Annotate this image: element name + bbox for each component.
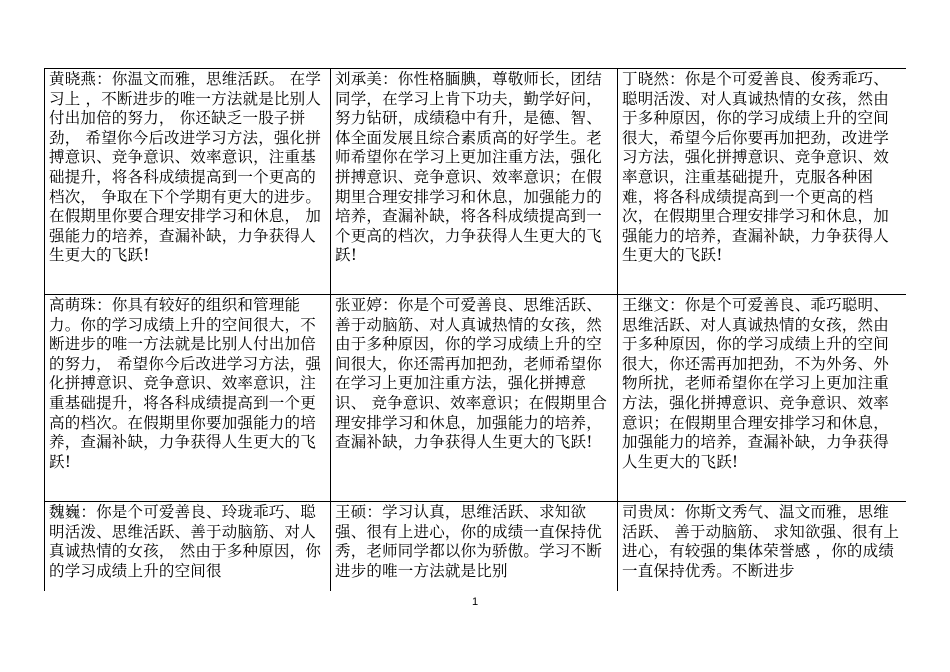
- comment-cell: [45, 69, 331, 295]
- comment-text: 你具有较好的组织和管理能力。你的学习成绩上升的空间很大，不断进步的唯一方法就是比别人付出加倍的努力， 希望你今后改进学习方法，强化拼搏意识、竞争意识、效率意识，注重基础提升，将各科成绩提高到一个更高的档次。在假期里你要加强能力的培养，查漏补缺，力争获得人生更大的飞跃!: [49, 296, 322, 471]
- comment-cell: [618, 502, 907, 592]
- comment-cell: [331, 69, 618, 295]
- student-name: 刘承美: [335, 70, 383, 88]
- page-number: 1: [471, 596, 479, 608]
- name-separator: ：: [669, 70, 685, 88]
- comment-text: 你是个可爱善良、乖巧聪明、思维活跃、对人真诚热情的女孩，然由于多种原因，你的学习成绩上升的空间很大，你还需再加把劲，不为外务、外物所扰，老师希望你在学习上更加注重方法，强化拼搏意识、竞争意识、效率意识；在假期里合理安排学习和休息，加强能力的培养，查漏补缺，力争获得人生更大的飞跃!: [622, 296, 889, 471]
- student-name: 魏巍: [49, 503, 81, 521]
- comment-cell: [331, 295, 618, 502]
- comment-text: 你是个可爱善良、思维活跃、善于动脑筋、对人真诚热情的女孩，然由于多种原因，你的学习成绩上升的空间很大，你还需再加把劲，老师希望你在学习上更加注重方法，强化拼搏意识、 竞争意识、效率意识；在假期里合理安排学习和休息，加强能力的培养，查漏补缺，力争获得人生更大的飞跃!: [335, 296, 608, 452]
- name-separator: ：: [96, 70, 112, 88]
- comment-text: 你温文而雅，思维活跃。 在学习上 ，不断进步的唯一方法就是比别人付出加倍的努力， 你还缺乏一股子拼劲， 希望你今后改进学习方法，强化拼搏意识、竞争意识、效率意识，注重基础提升，将各科成绩提高到一个更高的档次， 争取在下个学期有更大的进步。 在假期里你要合理安排学习和休息， 加强能力的培养，查漏补缺，力争获得人生更大的飞跃!: [49, 70, 322, 265]
- comment-cell: [618, 69, 907, 295]
- comment-cell: [618, 295, 907, 502]
- name-separator: ：: [382, 70, 398, 88]
- table-row: [45, 502, 907, 592]
- comment-text: 你性格腼腆，尊敬师长，团结同学，在学习上肯下功夫，勤学好问，努力钻研，成绩稳中有升，是德、智、体全面发展且综合素质高的好学生。老师希望你在学习上更加注重方法，强化拼搏意识、竞争意识、效率意识；在假期里合理安排学习和休息，加强能力的培养，查漏补缺，将各科成绩提高到一个更高的档次，力争获得人生更大的飞跃!: [335, 70, 602, 265]
- name-separator: ：: [382, 296, 398, 314]
- comment-text: 你是个可爱善良、玲珑乖巧、聪明活泼、思维活跃、善于动脑筋、对人真诚热情的女孩， 然由于多种原因，你的学习成绩上升的空间很: [49, 503, 322, 580]
- name-separator: ：: [366, 503, 383, 521]
- student-name: 丁晓然: [622, 70, 670, 88]
- student-name: 司贵凤: [622, 503, 670, 521]
- comments-table-area: [44, 68, 906, 591]
- table-row: [45, 69, 907, 295]
- table-row: [45, 295, 907, 502]
- comment-text: 你是个可爱善良、俊秀乖巧、聪明活泼、对人真诚热情的女孩，然由于多种原因，你的学习成绩上升的空间很大，希望今后你要再加把劲，改进学习方法，强化拼搏意识、竞争意识、效率意识，注重基础提升，克服各种困难，将各科成绩提高到一个更高的档次，在假期里合理安排学习和休息，加强能力的培养，查漏补缺，力争获得人生更大的飞跃!: [622, 70, 889, 265]
- student-name: 高萌珠: [49, 296, 97, 314]
- comment-text: 学习认真，思维活跃、求知欲强、很有上进心，你的成绩一直保持优秀，老师同学都以你为骄傲。学习不断进步的唯一方法就是比别: [335, 503, 602, 580]
- comments-table: [44, 68, 906, 591]
- name-separator: ：: [96, 296, 112, 314]
- student-name: 王继文: [622, 296, 670, 314]
- name-separator: ：: [669, 503, 685, 521]
- name-separator: ：: [80, 503, 97, 521]
- student-name: 王硕: [335, 503, 367, 521]
- comment-text: 你斯文秀气、温文而雅，思维活跃、 善于动脑筋、 求知欲强、很有上进心，有较强的集体荣誉感 ，你的成绩一直保持优秀。不断进步: [622, 503, 900, 580]
- comment-cell: [45, 295, 331, 502]
- name-separator: ：: [669, 296, 685, 314]
- comment-cell: [331, 502, 618, 592]
- comment-cell: [45, 502, 331, 592]
- student-name: 张亚婷: [335, 296, 383, 314]
- student-name: 黄晓燕: [49, 70, 97, 88]
